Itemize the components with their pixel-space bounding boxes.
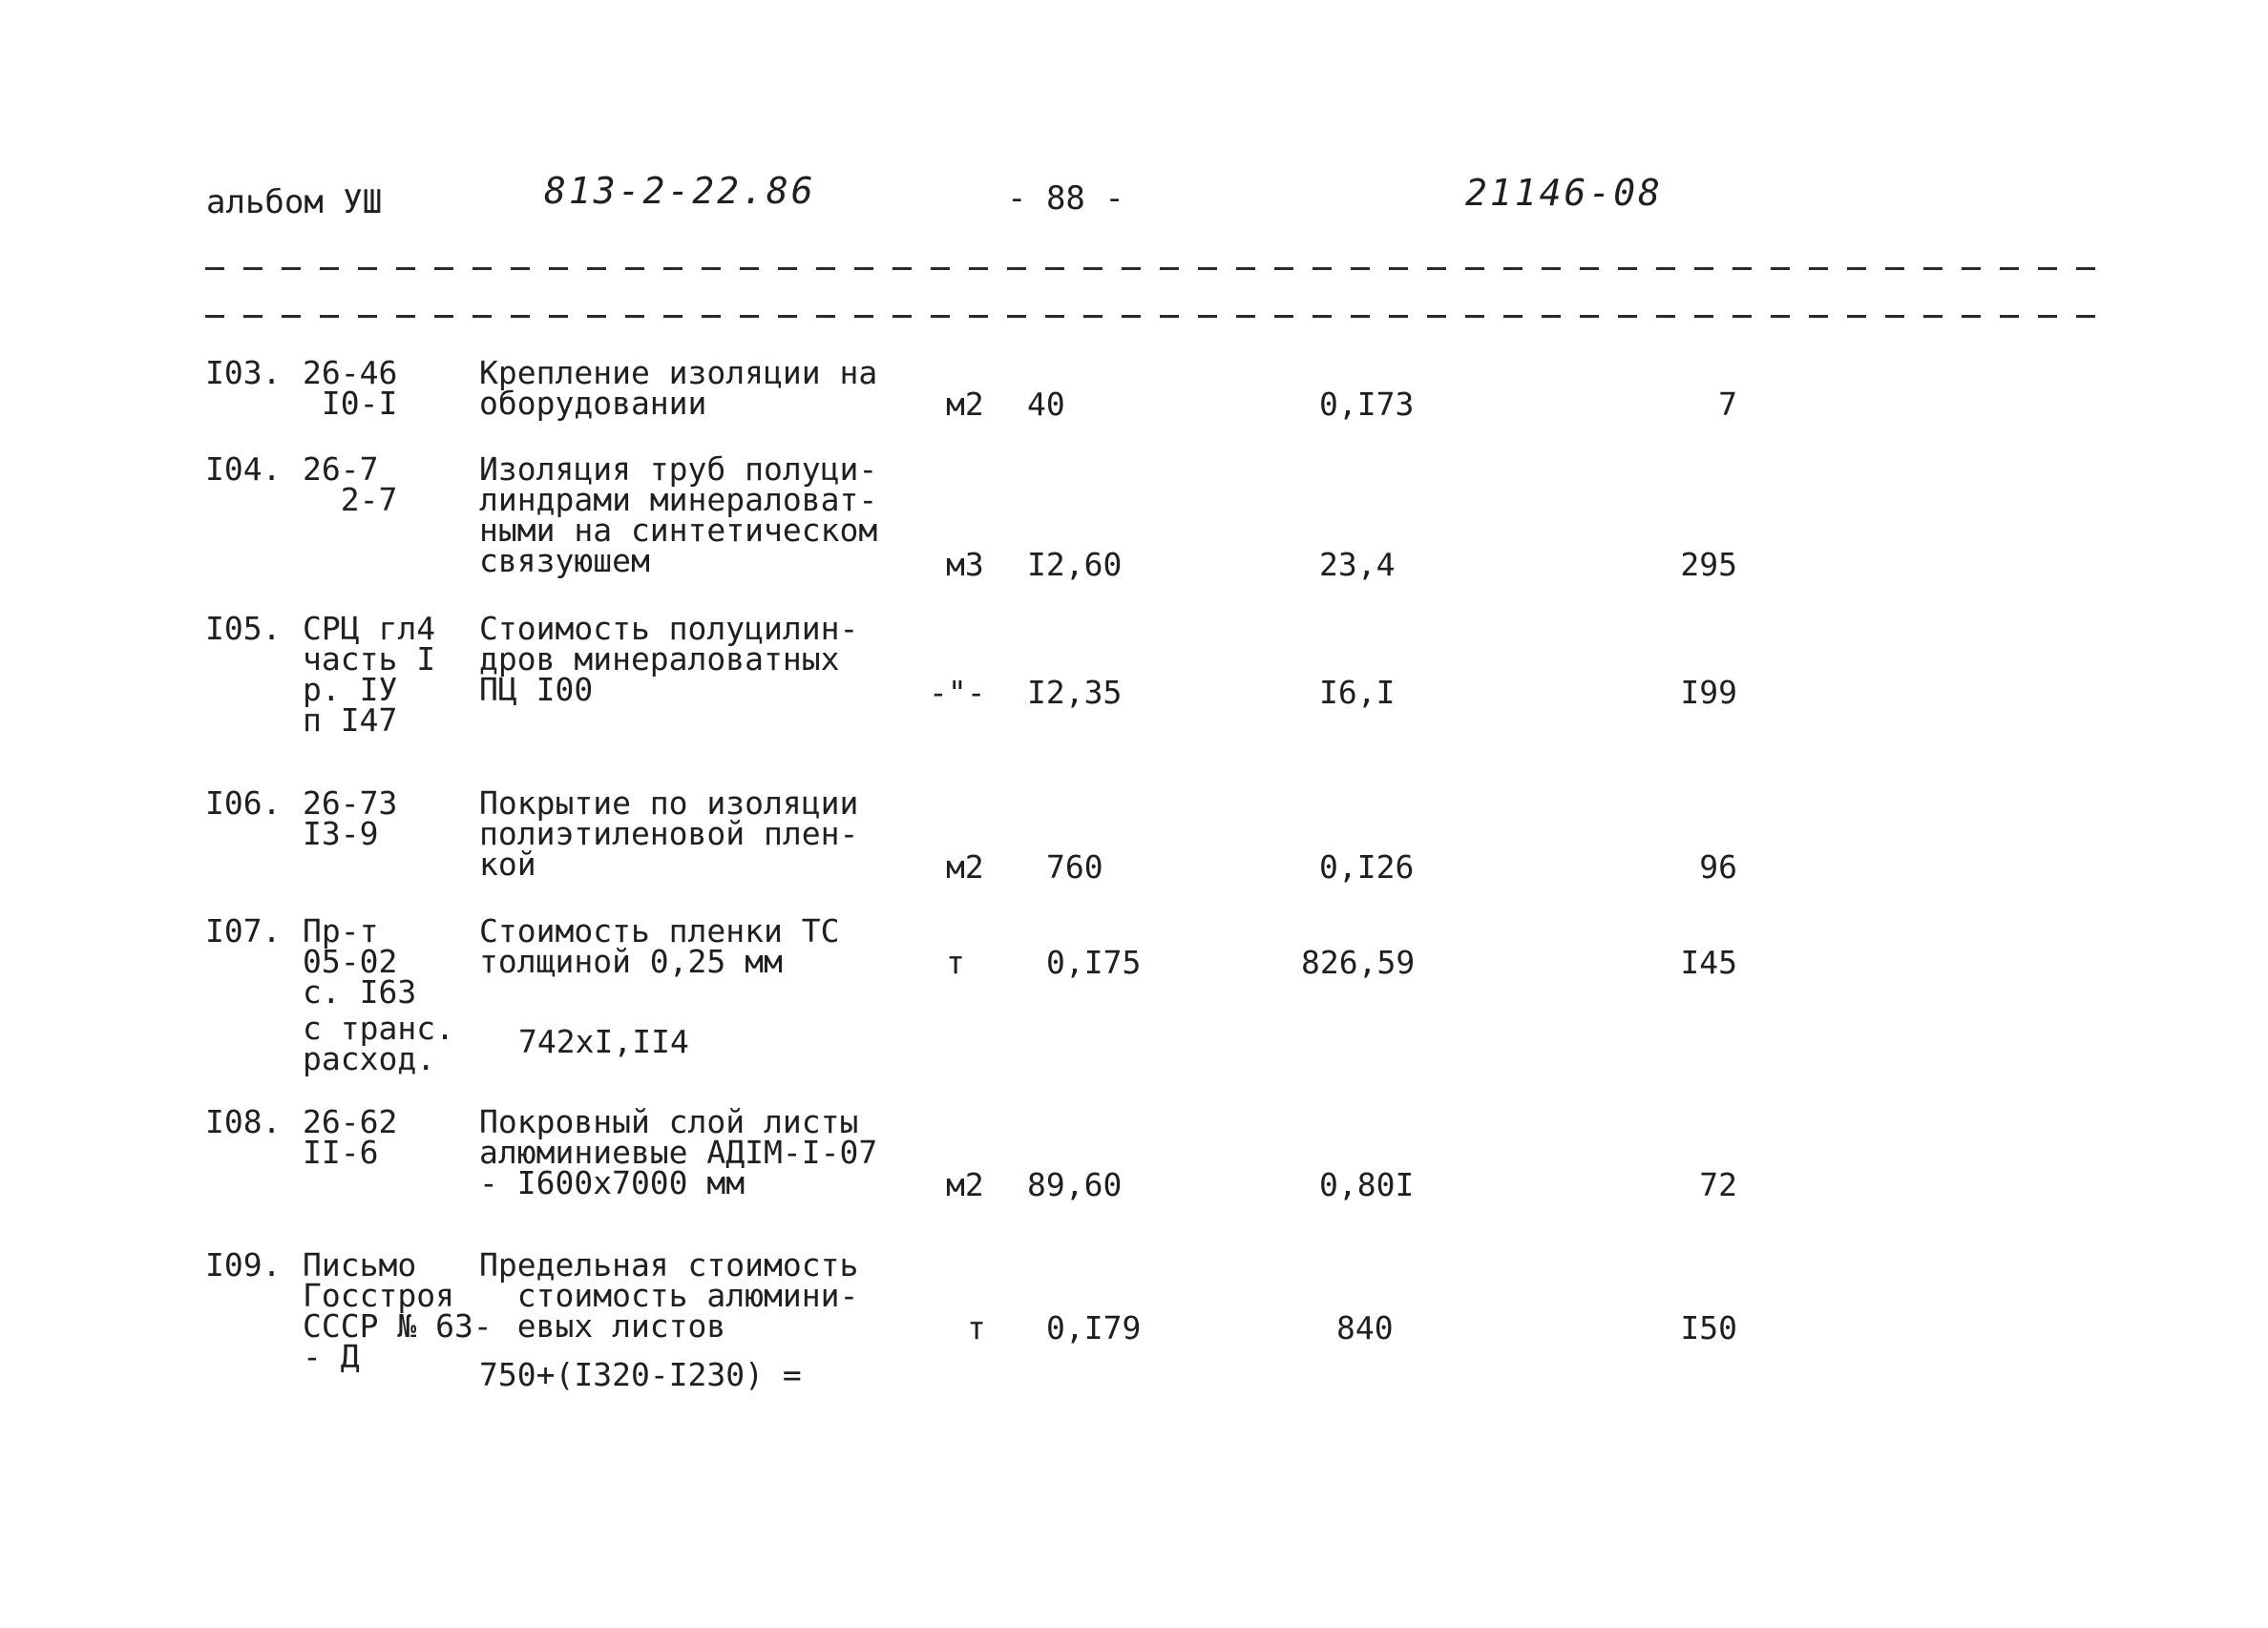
row-price-formula: 742хI,II4 xyxy=(518,1023,689,1060)
row-total: 7 xyxy=(1718,386,1737,423)
row-unit: м3 xyxy=(946,546,984,583)
row-quantity: 0,I79 xyxy=(1046,1309,1142,1346)
row-unit: т xyxy=(967,1309,986,1346)
row-reference: Пр-т 05-02 с. I63 xyxy=(303,912,417,1011)
row-total: I45 xyxy=(1680,944,1737,981)
row-description: Стоимость пленки ТС толщиной 0,25 мм xyxy=(479,912,840,980)
row-reference: Письмо Госстроя СССР № 63- - Д xyxy=(303,1246,493,1375)
project-code: 813-2-22.86 xyxy=(544,170,816,212)
row-unit: т xyxy=(946,944,965,981)
row-quantity: I2,60 xyxy=(1027,546,1123,583)
row-description: Покровный слой листы алюминиевые АДIМ-I-07 - I600х7000 мм xyxy=(479,1103,878,1201)
row-number: I04. xyxy=(205,450,282,488)
row-total: 72 xyxy=(1699,1166,1737,1203)
row-unit-price: 840 xyxy=(1336,1309,1394,1346)
row-unit-price: 23,4 xyxy=(1319,546,1396,583)
row-quantity: 40 xyxy=(1027,386,1065,423)
dashed-separator-top xyxy=(205,267,2111,270)
row-total: 295 xyxy=(1680,546,1737,583)
row-number: I08. xyxy=(205,1103,282,1140)
row-number: I03. xyxy=(205,354,282,391)
row-total: I50 xyxy=(1680,1309,1737,1346)
row-quantity: 89,60 xyxy=(1027,1166,1123,1203)
row-total: I99 xyxy=(1680,674,1737,711)
row-unit-price: 0,80I xyxy=(1319,1166,1415,1203)
row-description: Покрытие по изоляции полиэтиленовой плен- кой xyxy=(479,784,859,883)
row-reference: 26-73 I3-9 xyxy=(303,784,398,852)
row-unit: м2 xyxy=(946,386,984,423)
row-quantity: 0,I75 xyxy=(1046,944,1142,981)
row-description: Предельная стоимость стоимость алюмини- евых листов xyxy=(479,1246,859,1345)
album-label: альбом УШ xyxy=(206,183,383,221)
row-total: 96 xyxy=(1699,848,1737,886)
row-number: I09. xyxy=(205,1246,282,1284)
row-number: I06. xyxy=(205,784,282,822)
row-description: Изоляция труб полуци- линдрами минераловат- ными на синтетическом связуюшем xyxy=(479,450,878,579)
row-reference-note: с транс. расход. xyxy=(303,1010,454,1077)
row-quantity: I2,35 xyxy=(1027,674,1123,711)
row-unit-price: I6,I xyxy=(1319,674,1396,711)
row-unit: м2 xyxy=(946,848,984,886)
row-unit-price: 826,59 xyxy=(1301,944,1416,981)
row-reference: СРЦ гл4 часть I р. IУ п I47 xyxy=(303,610,436,739)
row-description: Крепление изоляции на оборудовании xyxy=(479,354,878,422)
row-description: Стоимость полуцилин- дров минераловатных ПЦ I00 xyxy=(479,610,859,708)
row-reference: 26-46 I0-I xyxy=(303,354,398,422)
row-reference: 26-62 II-6 xyxy=(303,1103,398,1171)
row-unit-price: 0,I26 xyxy=(1319,848,1415,886)
row-unit: м2 xyxy=(946,1166,984,1203)
dashed-separator-bottom xyxy=(205,315,2111,318)
row-reference: 26-7 2-7 xyxy=(303,450,398,518)
row-quantity: 760 xyxy=(1046,848,1103,886)
page-number: - 88 - xyxy=(1007,179,1124,218)
row-number: I05. xyxy=(205,610,282,647)
row-unit-price: 0,I73 xyxy=(1319,386,1415,423)
document-code: 21146-08 xyxy=(1465,172,1664,214)
row-unit: -"- xyxy=(929,674,986,711)
row-number: I07. xyxy=(205,912,282,950)
row-price-formula: 750+(I320-I230) = xyxy=(479,1356,802,1393)
